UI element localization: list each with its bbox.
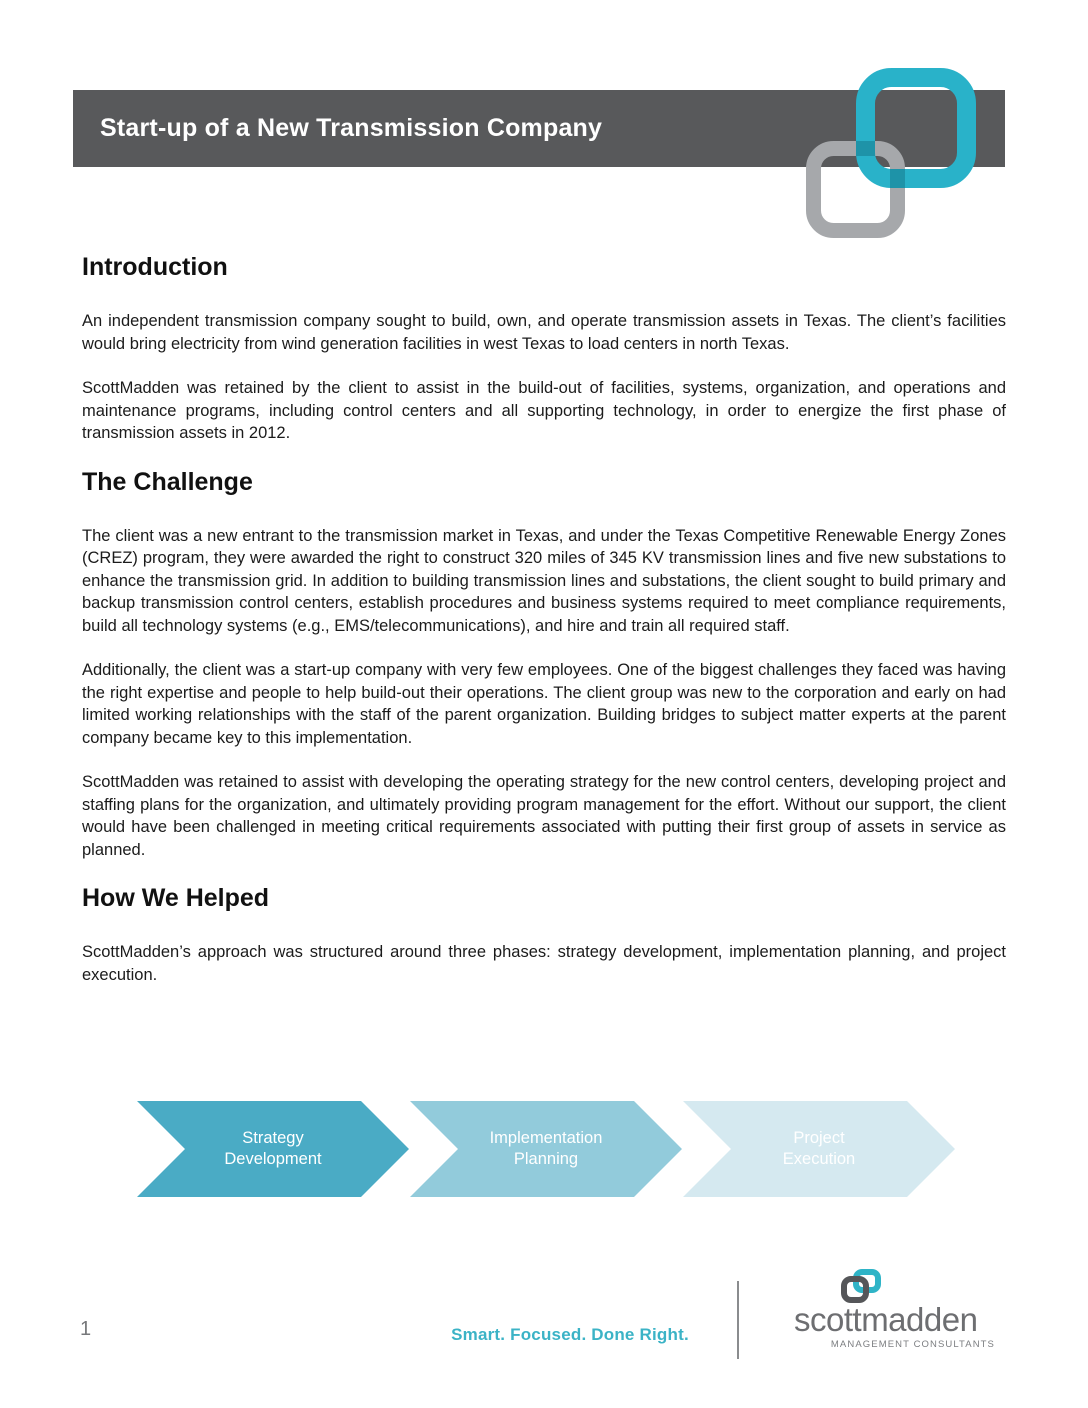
process-arrow-label: Implementation Planning [489, 1129, 603, 1168]
process-arrow-label: Project Execution [782, 1129, 856, 1168]
scottmadden-links-icon [800, 60, 985, 245]
paragraph: Additionally, the client was a start-up company with very few employees. One of the biggest challenges they faced was having the right expertise and people to help build-out their operations. The client group was new to the corporation and early on had limited working relationships with the staff of the parent organization. Building bridges to subject matter experts at the parent company became key to this implementation. [82, 661, 1006, 747]
logo-wordmark: scottmadden [794, 1301, 978, 1338]
paragraph: ScottMadden was retained by the client to assist in the build-out of facilities, systems, organization, and operations and maintenance programs, including control centers and all supporting technology, in order to energize the first phase of transmission assets in 2012. [82, 379, 1006, 442]
paragraph: An independent transmission company sought to build, own, and operate transmission assets in Texas. The client’s facilities would bring electricity from wind generation facilities in west Texas to load centers in north Texas. [82, 312, 1006, 353]
paragraph: ScottMadden was retained to assist with developing the operating strategy for the new control centers, developing project and staffing plans for the organization, and ultimately providing program management for the effort. Without our support, the client would have been challenged in meeting critical requirements associated with putting their first group of assets in service as planned. [82, 773, 1006, 859]
process-arrow-strategy-development [137, 1101, 409, 1197]
paragraph: The client was a new entrant to the transmission market in Texas, and under the Texas Competitive Renewable Energy Zones (CREZ) program, they were awarded the right to construct 320 miles of 345 KV transmission lines and five new substations to enhance the transmission grid. In addition to building transmission lines and substations, the client sought to build primary and backup transmission control centers, establish procedures and business systems required to meet compliance requirements, build all technology systems (e.g., EMS/telecommunications), and hire and train all required staff. [82, 526, 1006, 635]
paragraph: ScottMadden’s approach was structured around three phases: strategy development, implementation planning, and project execution. [82, 943, 1006, 984]
section-heading-introduction: Introduction [82, 253, 228, 281]
process-arrow-label: Strategy Development [224, 1129, 322, 1168]
page-number: 1 [80, 1318, 92, 1340]
section-heading-challenge: The Challenge [82, 467, 253, 496]
footer-tagline: Smart. Focused. Done Right. [451, 1325, 689, 1344]
scottmadden-links-icon-small [838, 1264, 886, 1306]
process-diagram [137, 1101, 967, 1197]
document-body [82, 248, 1006, 1008]
process-arrow-implementation-planning [410, 1101, 682, 1197]
page-title: Start-up of a New Transmission Company [100, 114, 603, 142]
logo-subtitle: MANAGEMENT CONSULTANTS [830, 1339, 995, 1350]
scottmadden-logo [793, 1264, 995, 1350]
section-heading-how-we-helped: How We Helped [82, 884, 270, 912]
footer-divider [737, 1281, 739, 1359]
process-arrow-project-execution [683, 1101, 955, 1197]
